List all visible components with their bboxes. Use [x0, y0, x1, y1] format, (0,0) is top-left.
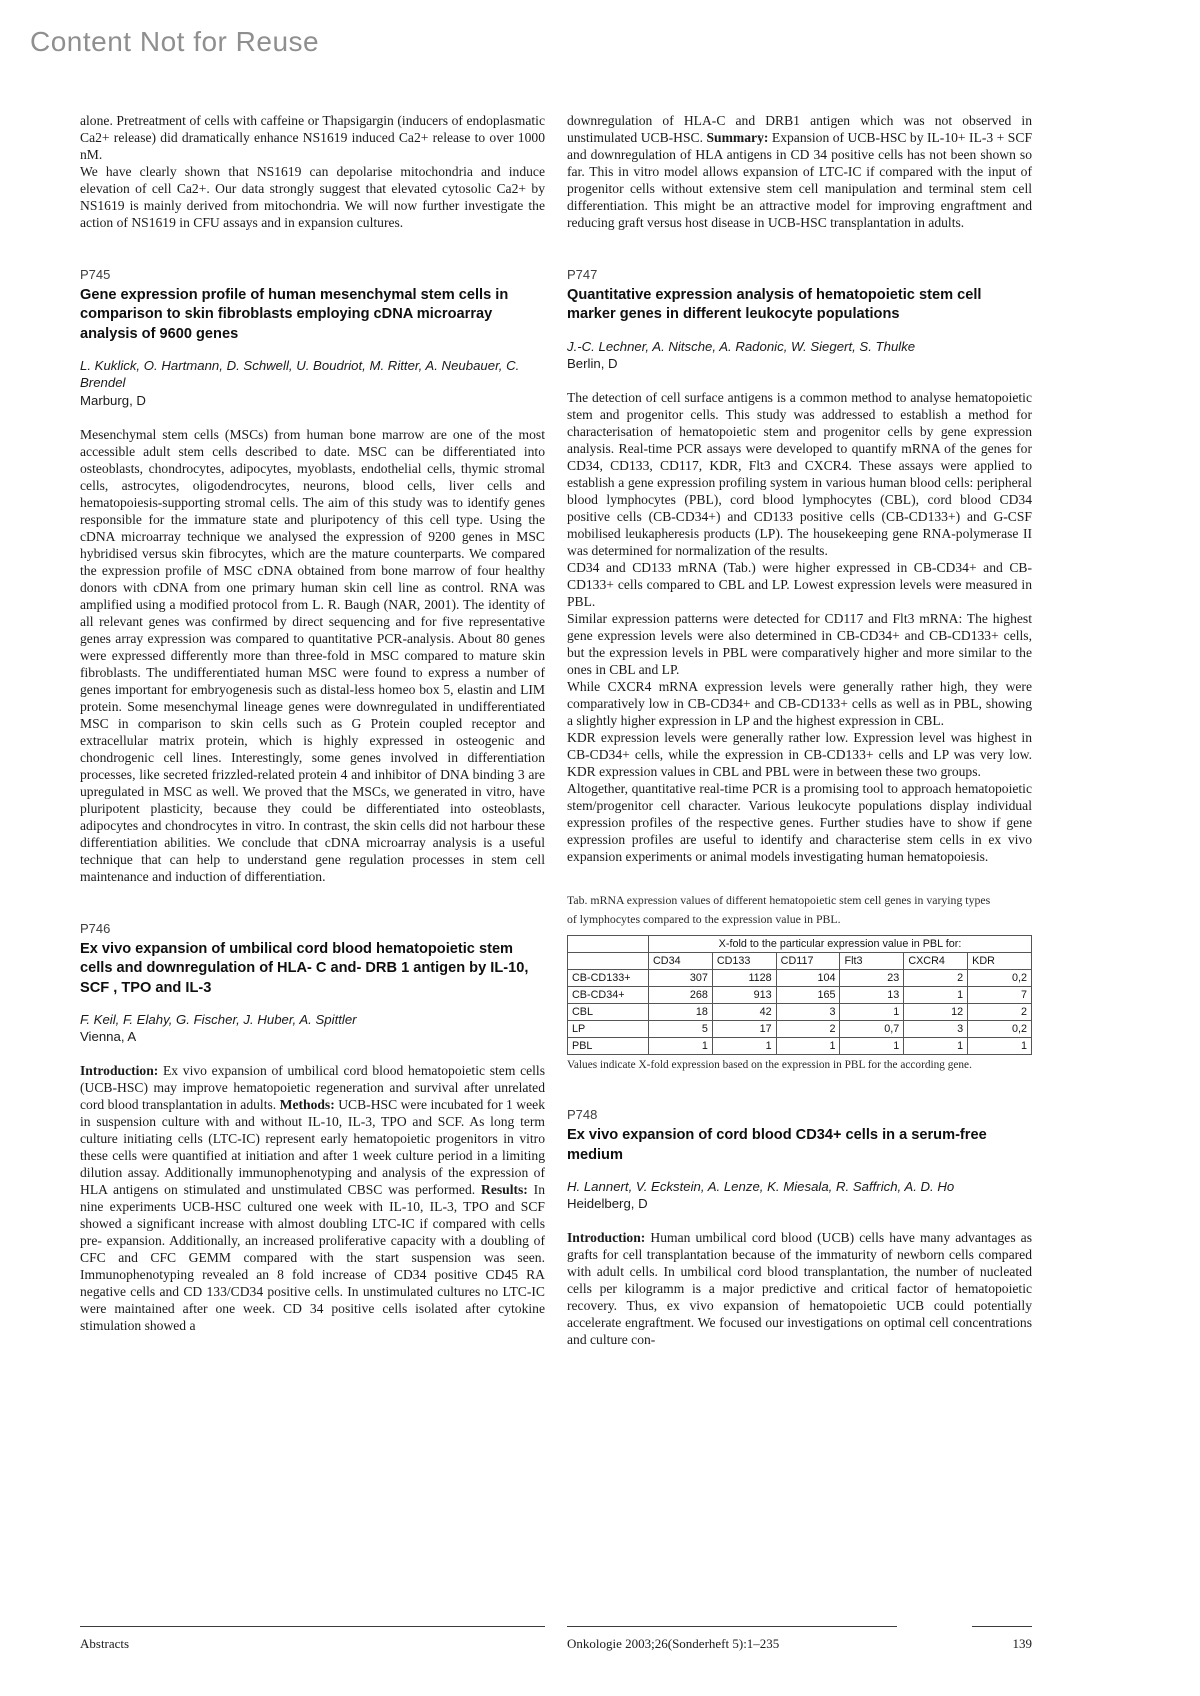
table-value-cell: 42	[712, 1004, 776, 1021]
table-value-cell: 1	[968, 1038, 1032, 1055]
table-value-cell: 12	[904, 1004, 968, 1021]
table-row-label: CB-CD133+	[568, 969, 649, 986]
abstract-authors: J.-C. Lechner, A. Nitsche, A. Radonic, W. Siegert, S. Thulke	[567, 338, 916, 354]
table-row-label: PBL	[568, 1038, 649, 1055]
table-col-header: CXCR4	[904, 952, 968, 969]
text-run: alone. Pretreatment of cells with caffeine or Thapsigargin (inducers of endoplasmatic Ca2+ release) did dramatically enhance NS1619 induced Ca2+ release to over 1000 nM.	[80, 113, 545, 162]
abstract-title: Ex vivo expansion of cord blood CD34+ cells in a serum-free medium	[567, 1127, 987, 1163]
table-row	[568, 969, 1032, 986]
table-row	[568, 1004, 1032, 1021]
table-value-cell: 0,2	[968, 1021, 1032, 1038]
bold-run: Summary:	[706, 130, 769, 145]
text-run: Altogether, quantitative real-time PCR is a promising tool to approach hematopoietic stem/progenitor cell character. Various leukocyte populations display individual expression profiles of the respective genes. Further studies have to show if gene expression profiles are useful to identify and characterise stem cells in ex vivo expansion experiments or animal models investigating human hematopoiesis.	[567, 781, 1032, 865]
abstract-number: P748	[567, 1107, 598, 1123]
left-column	[80, 112, 545, 1334]
table-value-cell: 2	[968, 1004, 1032, 1021]
table-value-cell: 2	[904, 969, 968, 986]
bold-run: Introduction:	[80, 1063, 159, 1079]
abstract-title: Quantitative expression analysis of hematopoietic stem cell marker genes in different leukocyte populations	[567, 287, 982, 323]
abstract-location: Heidelberg, D	[567, 1196, 648, 1212]
abstract-paragraph	[567, 1229, 1032, 1348]
table-span-header-row	[568, 935, 1032, 952]
text-run: KDR expression levels were generally rather low. Expression level was highest in CB-CD34+ cells, while the expression in CB-CD133+ cells and LP was very low. KDR expression values in CBL and PBL were in between these two groups.	[567, 730, 1032, 780]
abstract-p748	[567, 1107, 1032, 1348]
abstract-authors: H. Lannert, V. Eckstein, A. Lenze, K. Miesala, R. Saffrich, A. D. Ho	[567, 1178, 955, 1194]
table-col-header: CD34	[649, 952, 713, 969]
table-row	[568, 1038, 1032, 1055]
text-run: downregulation of HLA-C and DRB1 antigen which was not observed in unstimulated UCB-HSC.	[567, 113, 1032, 145]
table-col-header: Flt3	[840, 952, 904, 969]
table-row	[568, 986, 1032, 1003]
footer-journal-citation: Onkologie 2003;26(Sonderheft 5):1–235	[567, 1626, 897, 1652]
footer-page-number: 139	[972, 1626, 1032, 1652]
abstract-authors: F. Keil, F. Elahy, G. Fischer, J. Huber, A. Spittler	[80, 1011, 357, 1027]
continuation-paragraph	[80, 163, 545, 231]
abstract-p746	[80, 921, 545, 1335]
abstract-paragraph	[567, 780, 1032, 865]
continuation-paragraph	[80, 112, 545, 163]
table-value-cell: 104	[776, 969, 840, 986]
table-value-cell: 1	[712, 1038, 776, 1055]
abstract-location: Berlin, D	[567, 355, 618, 371]
table-value-cell: 0,2	[968, 969, 1032, 986]
table-row-label: CB-CD34+	[568, 986, 649, 1003]
table-span-header: X-fold to the particular expression value in PBL for:	[649, 935, 1032, 952]
text-run: While CXCR4 mRNA expression levels were generally rather high, they were comparatively low in CB-CD34+ and CB-CD133+ cells as well as in PBL, showing a slightly higher expression in LP and the highest expression in CBL.	[567, 679, 1032, 729]
table-block	[567, 891, 1032, 1071]
abstract-title: Ex vivo expansion of umbilical cord blood hematopoietic stem cells and downregulation of HLA- C and- DRB 1 antigen by IL-10, SCF , TPO and IL-3	[80, 940, 529, 996]
table-value-cell: 5	[649, 1021, 713, 1038]
table-value-cell: 307	[649, 969, 713, 986]
table-value-cell: 18	[649, 1004, 713, 1021]
abstract-p747	[567, 267, 1032, 865]
abstract-number: P747	[567, 267, 598, 282]
table-col-header: CD117	[776, 952, 840, 969]
expression-table	[567, 935, 1032, 1055]
table-column-header-row	[568, 952, 1032, 969]
text-run: We have clearly shown that NS1619 can depolarise mitochondria and induce elevation of cell Ca2+. Our data strongly suggest that elevated cytosolic Ca2+ by NS1619 is mainly derived from mitochondria. We will now further investigate the action of NS1619 in CFU assays and in expansion cultures.	[80, 164, 545, 230]
table-value-cell: 1	[649, 1038, 713, 1055]
text-run: Human umbilical cord blood (UCB) cells have many advantages as grafts for cell transplantation because of the immaturity of newborn cells compared with adult cells. In umbilical cord blood transplantation, the number of nucleated cells per kilogramm is a major predictive and critical factor of hematopoietic recovery. Thus, ex vivo expansion of hematopoietic UCB could potentially accelerate engraftment. We focused our investigations on optimal cell concentrations and culture con-	[567, 1230, 1032, 1348]
text-run: CD34 and CD133 mRNA (Tab.) were higher expressed in CB-CD34+ and CB-CD133+ cells compared to CBL and LP. Lowest expression levels were measured in PBL.	[567, 560, 1032, 610]
text-run: Ex vivo expansion of umbilical cord blood hematopoietic stem cells (UCB-HSC) may improve hematopoietic regeneration and survival after unrelated cord blood transplantation in adults.	[80, 1063, 545, 1113]
abstract-paragraph	[567, 729, 1032, 780]
table-value-cell: 165	[776, 986, 840, 1003]
abstract-paragraph	[80, 426, 545, 885]
table-row-label: LP	[568, 1021, 649, 1038]
table-value-cell: 1	[904, 986, 968, 1003]
table-value-cell: 17	[712, 1021, 776, 1038]
table-value-cell: 1	[840, 1004, 904, 1021]
table-value-cell: 23	[840, 969, 904, 986]
table-row	[568, 1021, 1032, 1038]
bold-run: Results:	[481, 1182, 528, 1198]
table-value-cell: 2	[776, 1021, 840, 1038]
text-run: Similar expression patterns were detected for CD117 and Flt3 mRNA: The highest gene expression levels were also determined in CB-CD34+ and CB-CD133+ cells, but the expression levels in PBL were comparatively higher and more similar to the ones in CBL and LP.	[567, 611, 1032, 678]
text-run: UCB-HSC were incubated for 1 week in suspension culture with and without IL-10, IL-3, TPO and SCF. As long term culture initiating cells (LTC-IC) represent early hematopoietic progenitors in vitro these cells were quantified at initiation and after 1 week culture period in a limiting dilution assay. Additionally immunophenotyping and analysis of the expression of HLA antigens on stimulated and unstimulated CBSC was performed.	[80, 1097, 545, 1198]
table-value-cell: 1	[904, 1038, 968, 1055]
table-col-header: KDR	[968, 952, 1032, 969]
table-value-cell: 3	[776, 1004, 840, 1021]
text-run: The detection of cell surface antigens is a common method to analyse hematopoietic stem and progenitor cells. This study was addressed to establish a method for characterisation of hematopoietic stem and progenitor cells by gene expression analysis. Real-time PCR assays were developed to quantify mRNA of the genes for CD34, CD133, CD117, KDR, Flt3 and CXCR4. These assays were applied to establish a gene expression profiling system in various human blood cells: peripheral blood lymphocytes (PBL), cord blood lymphocytes (CBL), cord blood CD34 positive cells (CB-CD34+) and CD133 positive cells (CB-CD133+) and G-CSF mobilised leukapheresis products (LP). The housekeeping gene RNA-polymerase II was determined for normalization of the results.	[567, 390, 1032, 559]
bold-run: Methods:	[279, 1097, 335, 1113]
abstract-title: Gene expression profile of human mesenchymal stem cells in comparison to skin fibroblasts employing cDNA microarray analysis of 9600 genes	[80, 287, 509, 342]
table-value-cell: 0,7	[840, 1021, 904, 1038]
table-caption: Tab. mRNA expression values of different hematopoietic stem cell genes in varying types of lymphocytes compared to the expression value in PBL.	[567, 893, 991, 926]
table-corner-cell	[568, 935, 649, 952]
table-value-cell: 3	[904, 1021, 968, 1038]
right-column	[567, 112, 1032, 1348]
abstract-paragraph	[567, 559, 1032, 610]
table-col-header-empty	[568, 952, 649, 969]
abstract-paragraph	[567, 610, 1032, 678]
text-run: Mesenchymal stem cells (MSCs) from human bone marrow are one of the most accessible adult stem cells described to date. MSC can be differentiated into osteoblasts, chondrocytes, adipocytes, myoblasts, endothelial cells, thymic stromal cells, astrocytes, oligodendrocytes, neurons, blood cells, liver cells and hematopoiesis-supporting stromal cells. The aim of this study was to identify genes responsible for the immature state and pluripotency of this cell type. Using the cDNA microarray technique we analysed the expression of 9200 genes in MSC hybridised versus skin fibrocytes, which are the mature counterparts. We compared the expression profile of MSC cDNA obtained from bone marrow of four healthy donors with cDNA from one primary human skin cell line as control. RNA was amplified using a modified protocol from L. R. Baugh (NAR, 2001). The identity of all relevant genes was confirmed by direct sequencing and for five representative genes array expression was compared to quantitative PCR-analysis. About 80 genes were expressed differently more than three-fold in MSC compared to mature skin fibroblasts. The undifferentiated human MSC were found to express a number of genes important for embryogenesis such as distal-less homeo box 5, elastin and LIM protein. Some mesenchymal lineage genes were downregulated in undifferentiated MSC in comparison to skin cells such as G Protein coupled receptor and extracellular matrix protein, which is highly expressed in osteogenic and chondrogenic cell lines. Interestingly, some genes involved in differentiation processes, like secreted frizzled-related protein 4 and inhibitor of DNA binding 3 are upregulated in MSC as well. We proved that the MSCs, we generated in vitro, have pluripotent plasticity, because they could be differentiated into osteoblasts, adipocytes and chondrocytes in vitro. In contrast, the skin cells did not harbour these differentiation abilities. We conclude that cDNA microarray analysis is a useful technique that can help to understand gene regulation processes in stem cell maintenance and induction of differentiation.	[80, 426, 545, 884]
table-row-label: CBL	[568, 1004, 649, 1021]
table-value-cell: 7	[968, 986, 1032, 1003]
abstract-location: Marburg, D	[80, 392, 146, 408]
abstract-number: P745	[80, 267, 111, 282]
abstract-p745	[80, 267, 545, 885]
text-run: Expansion of UCB-HSC by IL-10+ IL-3 + SCF and downregulation of HLA antigens in CD 34 positive cells has not been shown so far. This in vitro model allows expansion of LTC-IC if compared with the input of progenitor cells without extensive stem cell manipulation and terminal stem cell differentiation. This might be an attractive model for improving engraftment and reducing graft versus host disease in UCB-HSC transplantation in adults.	[567, 130, 1032, 230]
abstract-location: Vienna, A	[80, 1029, 137, 1045]
table-value-cell: 268	[649, 986, 713, 1003]
abstract-authors: L. Kuklick, O. Hartmann, D. Schwell, U. Boudriot, M. Ritter, A. Neubauer, C. Brendel	[80, 358, 520, 391]
table-value-cell: 13	[840, 986, 904, 1003]
abstract-paragraph	[567, 389, 1032, 559]
abstract-paragraph	[567, 678, 1032, 729]
footer-section-label: Abstracts	[80, 1626, 545, 1652]
continuation-paragraph	[567, 112, 1032, 231]
bold-run: Introduction:	[567, 1230, 646, 1246]
text-run: In nine experiments UCB-HSC cultured one week with IL-10, IL-3, TPO and SCF showed a significant increase with almost doubling LTC-IC if compared with cells pre- expansion. Additionally, an increased proliferative capacity with a doubling of CFC and CFC GEMM compared with the start suspension was seen. Immunophenotyping revealed an 8 fold increase of CD34 positive CD45 RA negative cells and CD 133/CD34 positive cells. In unstimulated cultures no LTC-IC were maintained after one week. CD 34 positive cells isolated after cytokine stimulation showed a	[80, 1182, 545, 1334]
table-value-cell: 1	[840, 1038, 904, 1055]
watermark-text: Content Not for Reuse	[30, 26, 320, 57]
abstract-number: P746	[80, 920, 111, 936]
table-col-header: CD133	[712, 952, 776, 969]
table-value-cell: 1	[776, 1038, 840, 1055]
table-value-cell: 913	[712, 986, 776, 1003]
abstract-paragraph	[80, 1062, 545, 1334]
table-footnote: Values indicate X-fold expression based on the expression in PBL for the according gene.	[567, 1059, 972, 1072]
table-value-cell: 1128	[712, 969, 776, 986]
page-content	[80, 112, 1032, 1348]
